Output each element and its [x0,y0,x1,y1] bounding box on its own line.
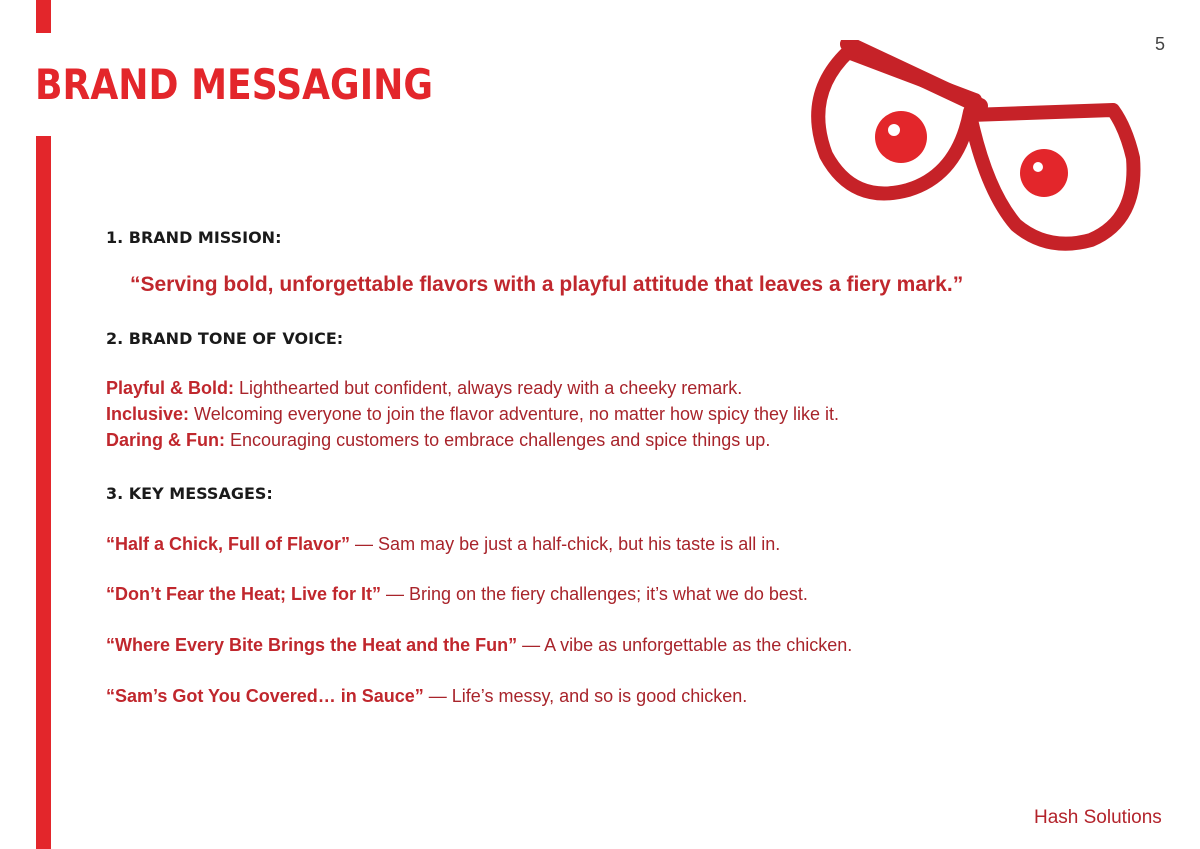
tone-item [106,430,770,451]
key-message-text: — Sam may be just a half-chick, but his taste is all in. [350,534,781,554]
page-title: BRAND MESSAGING [35,60,434,109]
key-message-quote: “Don’t Fear the Heat; Live for It” [106,584,382,604]
side-accent-bar [36,136,51,849]
key-message-text: — Bring on the fiery challenges; it’s what we do best. [381,584,808,604]
tone-heading: 2. BRAND TONE OF VOICE: [106,329,344,348]
tone-item [106,404,839,425]
tone-item-label: Inclusive: [106,404,190,424]
key-message-text: — Life’s messy, and so is good chicken. [423,686,748,706]
tone-item-text: Welcoming everyone to join the flavor adventure, no matter how spicy they like it. [189,404,840,424]
footer-company: Hash Solutions [1034,807,1162,828]
key-message [106,534,780,555]
mission-heading: 1. BRAND MISSION: [106,228,282,247]
key-message-quote: “Where Every Bite Brings the Heat and the Fun” [106,635,518,655]
angry-eyes-icon [808,40,1143,255]
tone-item-label: Playful & Bold: [106,378,235,398]
top-accent-bar [36,0,51,33]
key-message-quote: “Sam’s Got You Covered… in Sauce” [106,686,424,706]
key-message-text: — A vibe as unforgettable as the chicken. [517,635,853,655]
mission-statement: “Serving bold, unforgettable flavors with a playful attitude that leaves a fiery mark.” [130,273,964,296]
tone-item-text: Lighthearted but confident, always ready with a cheeky remark. [234,378,743,398]
tone-item [106,378,742,399]
key-message-quote: “Half a Chick, Full of Flavor” [106,534,351,554]
tone-item-label: Daring & Fun: [106,430,225,450]
key-message [106,635,852,656]
key-messages-heading: 3. KEY MESSAGES: [106,484,273,503]
key-message [106,584,808,605]
key-message [106,686,747,707]
page-number: 5 [1155,34,1166,54]
tone-item-text: Encouraging customers to embrace challenges and spice things up. [225,430,771,450]
